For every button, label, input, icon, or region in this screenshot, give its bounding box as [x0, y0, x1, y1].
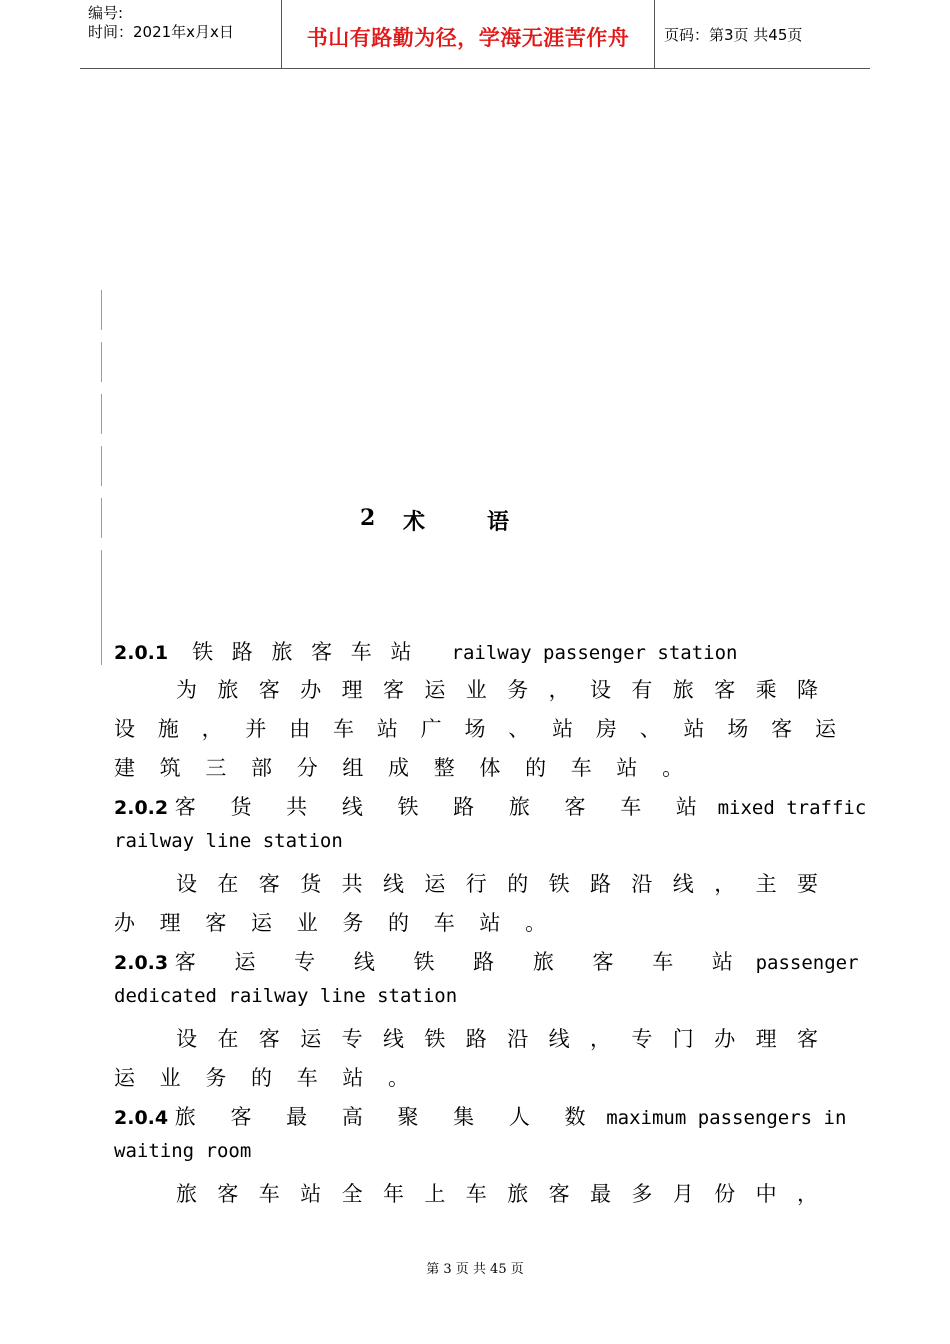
header-meta	[88, 4, 234, 42]
term-chinese: 客 货 共 线 铁 路 旅 客 车 站	[174, 795, 711, 819]
margin-mark	[101, 394, 102, 434]
term-english: passenger	[755, 952, 859, 974]
chapter-number: 2	[360, 505, 376, 531]
time-label: 时间：2021年x月x日	[88, 23, 234, 41]
term-chinese: 旅 客 最 高 聚 集 人 数	[174, 1105, 600, 1129]
term-heading	[114, 1101, 847, 1131]
term-english-continued: dedicated railway line station	[114, 985, 458, 1007]
term-definition-line: 旅 客 车 站 全 年 上 车 旅 客 最 多 月 份 中 ，	[176, 1182, 818, 1206]
term-heading	[114, 636, 836, 666]
chapter-title-char: 语	[487, 509, 510, 535]
margin-mark	[101, 550, 102, 665]
margin-mark	[101, 446, 102, 486]
term-definition-line: 运 业 务 的 车 站 。	[114, 1066, 419, 1090]
term-number: 2.0.3	[114, 952, 169, 974]
margin-mark	[101, 342, 102, 382]
term-definition-line: 设 在 客 货 共 线 运 行 的 铁 路 沿 线 ， 主 要	[176, 872, 818, 896]
page-header	[80, 0, 870, 69]
header-page-info: 页码：第3页 共45页	[664, 26, 803, 44]
term-definition-line: 为 旅 客 办 理 客 运 业 务 ， 设 有 旅 客 乘 降	[176, 678, 818, 702]
term-number: 2.0.2	[114, 797, 169, 819]
header-divider	[654, 0, 655, 68]
term-heading	[114, 946, 859, 976]
chapter-heading	[0, 505, 950, 535]
term-chinese: 客 运 专 线 铁 路 旅 客 车 站	[174, 950, 749, 974]
page-footer: 第 3 页 共 45 页	[426, 1262, 524, 1277]
term-number: 2.0.4	[114, 1107, 169, 1129]
term-english: maximum passengers in	[606, 1107, 847, 1129]
term-definition-line: 建 筑 三 部 分 组 成 整 体 的 车 站 。	[114, 756, 693, 780]
term-english: mixed traffic	[717, 797, 867, 819]
header-motto: 书山有路勤为径，学海无涯苦作舟	[306, 26, 630, 50]
margin-mark	[101, 290, 102, 330]
term-heading	[114, 791, 867, 821]
term-chinese: 铁 路 旅 客 车 站	[192, 640, 418, 664]
chapter-title-char: 术	[403, 509, 426, 535]
term-english: railway passenger station	[451, 642, 738, 664]
term-definition-line: 设 在 客 运 专 线 铁 路 沿 线 ， 专 门 办 理 客	[176, 1027, 818, 1051]
number-label: 编号:	[88, 4, 124, 22]
term-english-continued: railway line station	[114, 830, 343, 852]
term-definition-line: 设 施 ， 并 由 车 站 广 场 、 站 房 、 站 场 客 运	[114, 717, 836, 741]
term-number: 2.0.1	[114, 642, 169, 664]
term-definition-line: 办 理 客 运 业 务 的 车 站 。	[114, 911, 556, 935]
term-english-continued: waiting room	[114, 1140, 252, 1162]
